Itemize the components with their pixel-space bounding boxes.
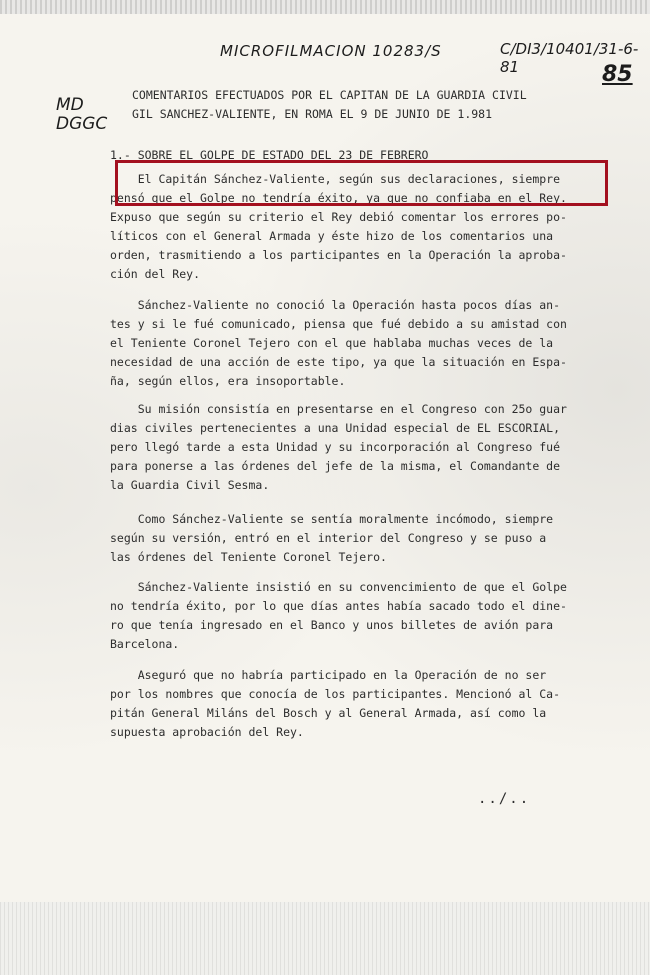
scan-edge-top — [0, 0, 650, 14]
scan-edge-bottom — [0, 902, 650, 975]
paragraph-3: Su misión consistía en presentarse en el Congreso con 25o guar dias civiles pertenecientes a una Unidad especial de EL ESCORIAL, pero llegó tarde a esta Unidad y su incorporación al Congreso fué para ponerse a las órdenes del jefe de la misma, el Comandante de la Guardia Civil Sesma. — [110, 402, 567, 492]
section-title: 1.- SOBRE EL GOLPE DE ESTADO DEL 23 DE FEBRERO — [110, 148, 429, 162]
paragraph-1: El Capitán Sánchez-Valiente, según sus declaraciones, siempre pensó que el Golpe no tendría éxito, ya que no confiaba en el Rey. Expuso que según su criterio el Rey debió comentar los errores po- líticos con el General Armada y éste hizo de los comentarios una orden, trasmitiendo a los participantes en la Operación la aproba- ción del Rey. — [110, 172, 567, 281]
continuation-mark: ../.. — [478, 791, 531, 807]
reference-annotation: C/DI3/10401/31-6-81 — [500, 40, 639, 76]
microfilm-stamp: MICROFILMACION 10283/S — [220, 42, 442, 60]
page-number-annotation: 85 — [602, 62, 633, 87]
paragraph-5: Sánchez-Valiente insistió en su convencimiento de que el Golpe no tendría éxito, por lo que días antes había sacado todo el dine- ro que tenía ingresado en el Banco y unos billetes de avión para Barcelona. — [110, 580, 567, 651]
paragraph-6: Aseguró que no habría participado en la Operación de no ser por los nombres que conocía de los participantes. Mencionó al Ca- pitán General Miláns del Bosch y al General Armada, así como la supuesta aprobación del Rey. — [110, 668, 561, 739]
paragraph-2: Sánchez-Valiente no conoció la Operación hasta pocos días an- tes y si le fué comunicado, piensa que fué debido a su amistad con el Teniente Coronel Tejero con el que hablaba muchas veces de la necesidad de una acción de este tipo, ya que la situación en Espa- ña, según ellos, era insoportable. — [110, 298, 567, 388]
side-note-annotation: MD DGGC — [56, 95, 108, 134]
document-header: COMENTARIOS EFECTUADOS POR EL CAPITAN DE LA GUARDIA CIVIL GIL SANCHEZ-VALIENTE, EN ROMA EL 9 DE JUNIO DE 1.981 — [132, 88, 527, 121]
highlight-box — [115, 160, 608, 206]
paragraph-4: Como Sánchez-Valiente se sentía moralmente incómodo, siempre según su versión, entró en el interior del Congreso y se puso a las órdenes del Teniente Coronel Tejero. — [110, 512, 554, 564]
